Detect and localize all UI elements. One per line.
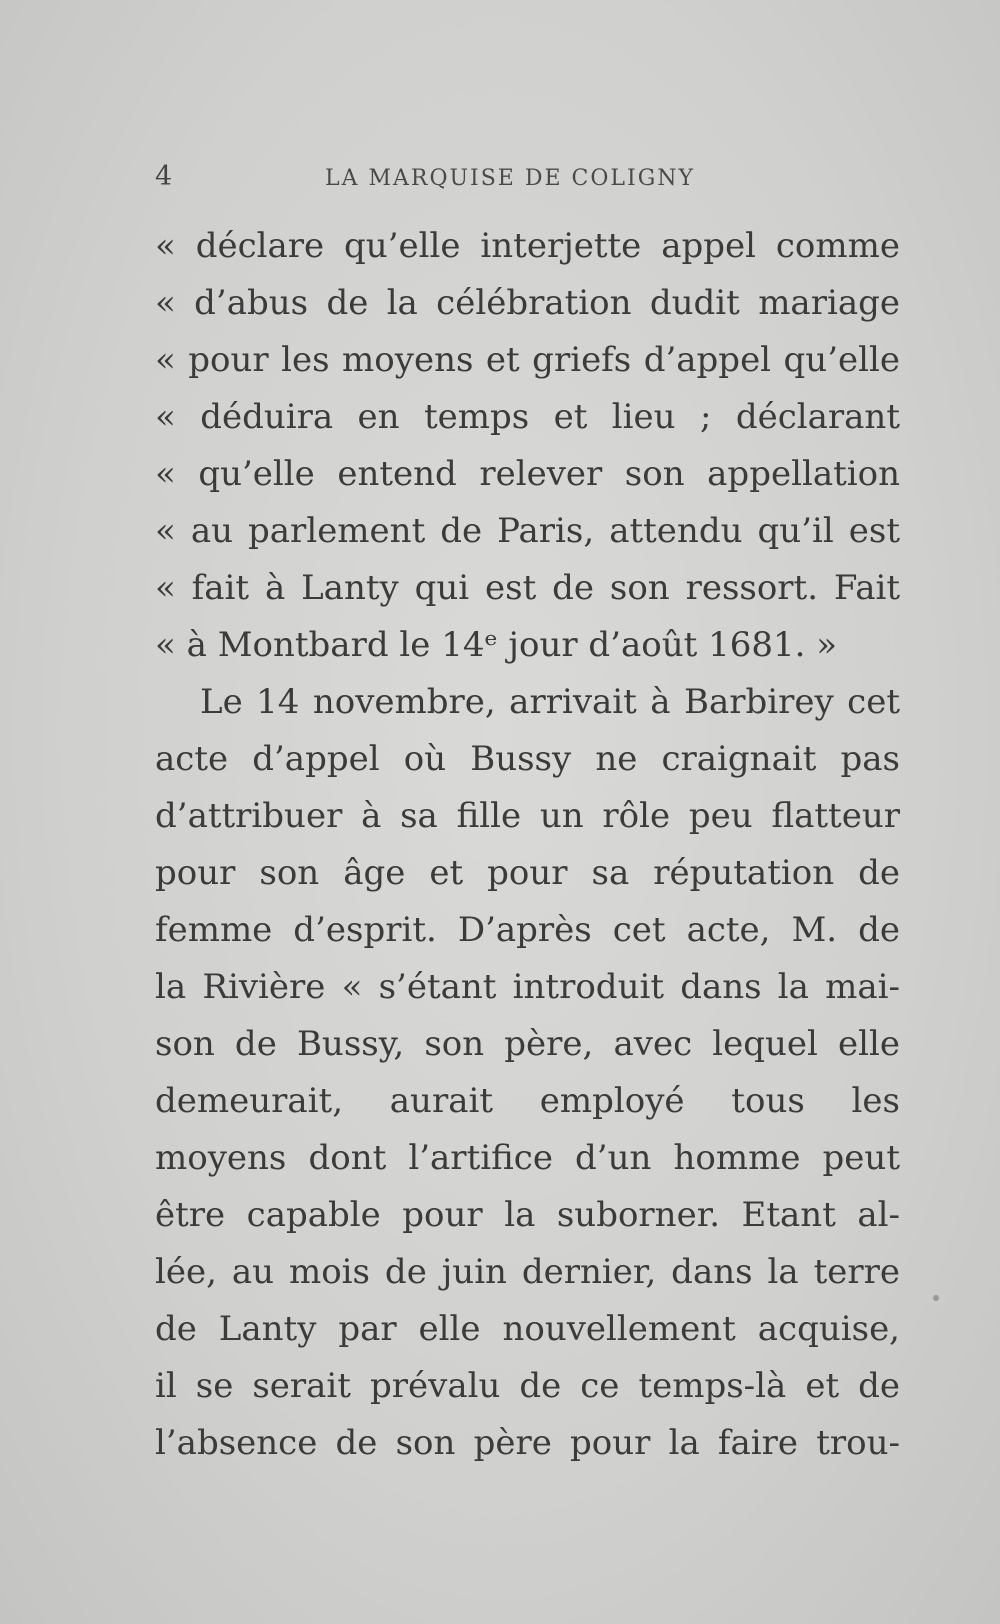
text-line: son de Bussy, son père, avec lequel elle xyxy=(155,1024,900,1064)
text-line: il se serait prévalu de ce temps-là et de xyxy=(155,1366,900,1406)
running-title: LA MARQUISE DE COLIGNY xyxy=(325,166,696,191)
paper-speck xyxy=(933,1295,939,1301)
text-line: être capable pour la suborner. Etant al- xyxy=(155,1195,900,1235)
text-line: « au parlement de Paris, attendu qu’il est xyxy=(155,511,900,551)
text-line: pour son âge et pour sa réputation de xyxy=(155,853,900,893)
text-line: « pour les moyens et griefs d’appel qu’elle xyxy=(155,340,900,380)
text-line: de Lanty par elle nouvellement acquise, xyxy=(155,1309,900,1349)
text-line: la Rivière « s’étant introduit dans la mai- xyxy=(155,967,900,1007)
text-line: « déclare qu’elle interjette appel comme xyxy=(155,226,900,266)
running-head xyxy=(155,160,900,194)
paragraph-start-line: Le 14 novembre, arrivait à Barbirey cet xyxy=(200,682,900,722)
text-line: d’attribuer à sa fille un rôle peu flatteur xyxy=(155,796,900,836)
page-number: 4 xyxy=(155,161,173,192)
text-line: moyens dont l’artifice d’un homme peut xyxy=(155,1138,900,1178)
text-line: « à Montbard le 14ᵉ jour d’août 1681. » xyxy=(155,625,838,665)
text-line: acte d’appel où Bussy ne craignait pas xyxy=(155,739,900,779)
text-line: « d’abus de la célébration dudit mariage xyxy=(155,283,900,323)
body-text xyxy=(155,218,900,1472)
text-line: « déduira en temps et lieu ; déclarant xyxy=(155,397,900,437)
text-line: femme d’esprit. D’après cet acte, M. de xyxy=(155,910,900,950)
text-line: lée, au mois de juin dernier, dans la terre xyxy=(155,1252,900,1292)
text-line: l’absence de son père pour la faire trou- xyxy=(155,1423,900,1463)
text-line: demeurait, aurait employé tous les xyxy=(155,1081,900,1121)
text-line: « fait à Lanty qui est de son ressort. Fait xyxy=(155,568,900,608)
text-line: « qu’elle entend relever son appellation xyxy=(155,454,900,494)
